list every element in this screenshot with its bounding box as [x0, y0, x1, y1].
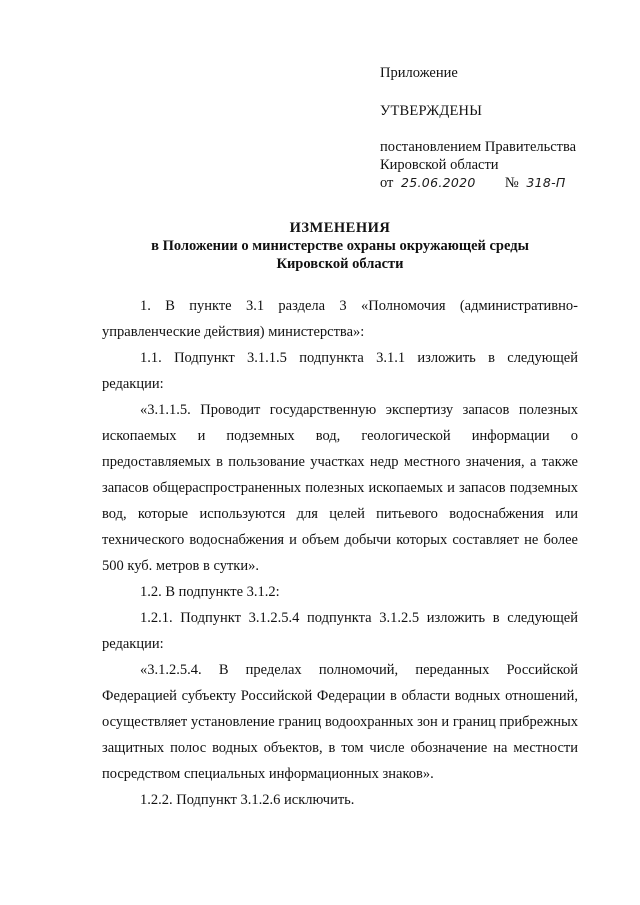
document-title: [100, 219, 580, 273]
decree-line-2: Кировской области: [380, 157, 499, 173]
title-line-1: ИЗМЕНЕНИЯ: [289, 220, 391, 236]
approval-block: [380, 64, 620, 192]
decree-line-1: постановлением Правительства: [380, 139, 577, 155]
handwritten-date: 25.06.2020: [401, 175, 476, 190]
paragraph-4: 1.2. В подпункте 3.1.2:: [140, 584, 280, 600]
paragraph-6: «3.1.2.5.4. В пределах полномочий, переданных Российской Федерацией субъекту Российской Федерации в области водных отношений, осуществляет установление границ водоохранных зон и границ прибрежных защитных полос водных объектов, в том числе обозначение на местности посредством специальных информационных знаков».: [102, 662, 578, 782]
title-line-3: Кировской области: [276, 256, 404, 272]
paragraph-7: 1.2.2. Подпункт 3.1.2.6 исключить.: [140, 792, 355, 808]
decree-reference: [380, 174, 620, 192]
title-line-2: в Положении о министерстве охраны окружающей среды: [151, 238, 529, 254]
approved-label: УТВЕРЖДЕНЫ: [380, 103, 483, 119]
paragraph-3: «3.1.1.5. Проводит государственную экспертизу запасов полезных ископаемых и подземных вод, геологической информации о предоставляемых в пользование участках недр местного значения, а также запасов общераспространенных полезных ископаемых и запасов подземных вод, которые используются для целей питьевого водоснабжения или технического водоснабжения и объем добычи которых составляет не более 500 куб. метров в сутки».: [102, 402, 578, 574]
date-prefix: от: [380, 175, 394, 191]
handwritten-number: 318-П: [526, 175, 566, 190]
number-prefix: №: [504, 175, 519, 191]
paragraph-5: 1.2.1. Подпункт 3.1.2.5.4 подпункта 3.1.2.5 изложить в следующей редакции:: [102, 610, 578, 652]
paragraph-1: 1. В пункте 3.1 раздела 3 «Полномочия (административно-управленческие действия) министерства»:: [102, 298, 578, 340]
document-body: [102, 293, 578, 813]
appendix-label: Приложение: [380, 65, 458, 81]
paragraph-2: 1.1. Подпункт 3.1.1.5 подпункта 3.1.1 изложить в следующей редакции:: [102, 350, 578, 392]
